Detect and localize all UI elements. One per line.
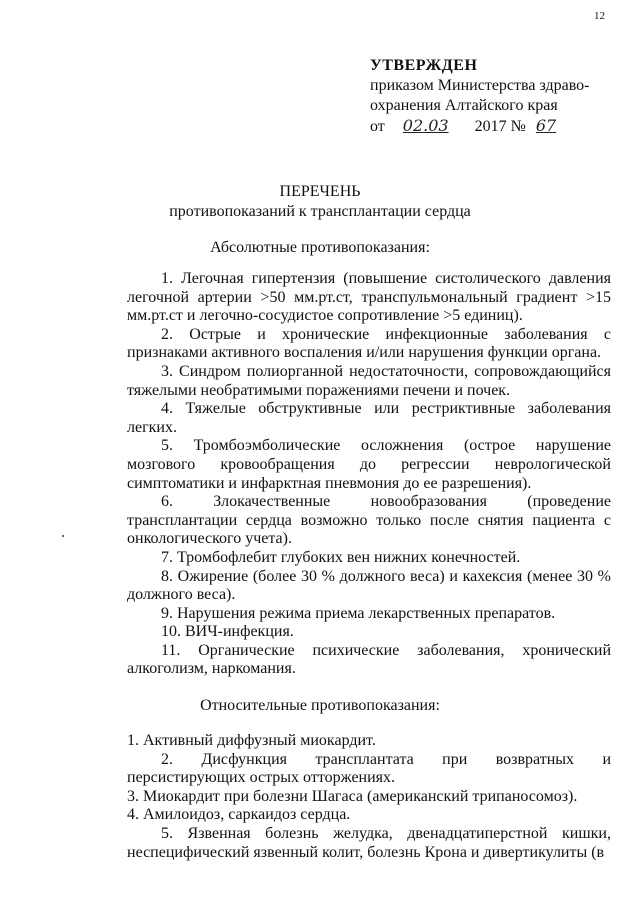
heading-subtitle: противопоказаний к трансплантации сердца	[169, 203, 471, 220]
list-item: 2. Острые и хронические инфекционные заболевания с признаками активного воспаления и/или нарушения функции органа.	[127, 325, 611, 362]
approval-line1: приказом Министерства здраво-	[370, 77, 590, 94]
date-prefix: от	[370, 118, 385, 135]
relative-list	[127, 732, 611, 862]
list-item: 1. Активный диффузный миокардит.	[127, 732, 376, 749]
list-item: 5. Тромбоэмболические осложнения (острое нарушение мозгового кровообращения до регрессии неврологической симптоматики и инфарктная пневмония до ее разрешения).	[127, 437, 611, 492]
list-item: 4. Тяжелые обструктивные или рестриктивные заболевания легких.	[127, 400, 611, 436]
list-item: 3. Миокардит при болезни Шагаса (американский трипаносомоз).	[127, 787, 578, 805]
list-item: 7. Тромбофлебит глубоких вен нижних конечностей.	[161, 548, 521, 566]
list-item: 11. Органические психические заболевания, хронический алкоголизм, наркомания.	[127, 641, 611, 678]
approval-date-line	[370, 116, 590, 137]
scan-speck	[62, 535, 64, 537]
approval-line2: охранения Алтайского края	[370, 97, 558, 114]
list-item: 3. Синдром полиорганной недостаточности, сопровождающийся тяжелыми необратимыми поражениями печени и почек.	[127, 362, 611, 399]
heading-title: ПЕРЕЧЕНЬ	[279, 183, 361, 200]
approval-title: УТВЕРЖДЕН	[370, 57, 478, 74]
year-text: 2017 №	[474, 118, 526, 135]
list-item: 1. Легочная гипертензия (повышение систолического давления легочной артерии >50 мм.рт.ст, транспульмональный градиент >15 мм.рт.ст и легочно-сосудистое сопротивление >5 единиц).	[127, 270, 611, 325]
approval-block	[370, 56, 590, 137]
handwritten-date: 02.03	[402, 116, 449, 135]
list-item: 10. ВИЧ-инфекция.	[161, 623, 294, 641]
page-number: 12	[594, 10, 605, 22]
list-item: 9. Нарушения режима приема лекарственных препаратов.	[161, 604, 556, 622]
absolute-section-title: Абсолютные противопоказания:	[210, 239, 430, 256]
list-item: 6. Злокачественные новообразования (проведение трансплантации сердца возможно только после снятия пациента с онкологического учета).	[127, 493, 611, 548]
relative-section-title: Относительные противопоказания:	[200, 697, 440, 714]
list-item: 5. Язвенная болезнь желудка, двенадцатиперстной кишки, неспецифический язвенный колит, болезнь Крона и дивертикулиты (в	[127, 824, 611, 861]
list-item: 2. Дисфункция трансплантата при возвратных и персистирующих острых отторжениях.	[127, 750, 611, 787]
list-item: 4. Амилоидоз, саркаидоз сердца.	[127, 806, 351, 824]
absolute-list	[127, 270, 611, 679]
list-item: 8. Ожирение (более 30 % должного веса) и кахексия (менее 30 % должного веса).	[127, 567, 611, 604]
handwritten-number: 67	[535, 116, 557, 135]
